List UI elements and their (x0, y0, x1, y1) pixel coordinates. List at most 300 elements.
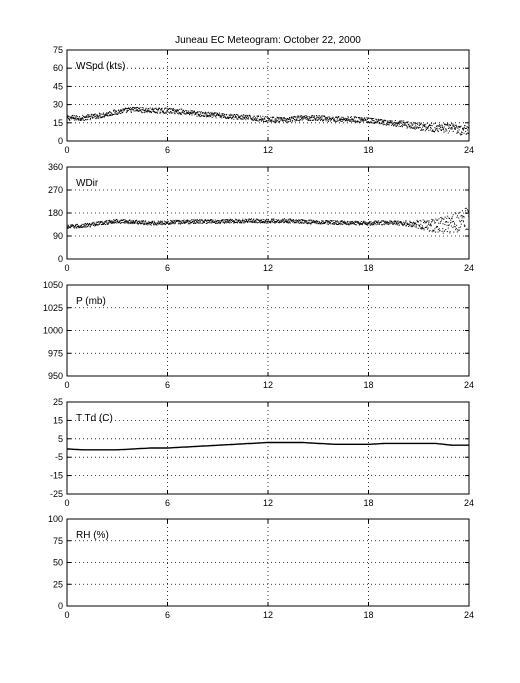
data-point (436, 220, 437, 221)
data-point (182, 223, 183, 224)
data-point (115, 220, 116, 221)
data-point (238, 115, 239, 116)
data-point (192, 113, 193, 114)
data-point (282, 119, 283, 120)
data-point (119, 221, 120, 222)
data-point (208, 112, 209, 113)
data-point (67, 115, 68, 116)
data-point (376, 224, 377, 225)
data-point (158, 221, 159, 222)
data-point (108, 222, 109, 223)
data-point (297, 120, 298, 121)
data-point (396, 126, 397, 127)
data-point (159, 108, 160, 109)
data-point (116, 111, 117, 112)
data-point (290, 223, 291, 224)
data-point (435, 123, 436, 124)
data-point (460, 216, 461, 217)
data-point (327, 118, 328, 119)
data-point (258, 120, 259, 121)
data-point (381, 222, 382, 223)
data-point (200, 223, 201, 224)
data-point (348, 223, 349, 224)
data-point (144, 112, 145, 113)
data-point (252, 119, 253, 120)
data-point (135, 222, 136, 223)
data-point (455, 229, 456, 230)
data-point (452, 216, 453, 217)
data-point (95, 113, 96, 114)
data-point (377, 221, 378, 222)
data-point (179, 221, 180, 222)
data-point (365, 222, 366, 223)
data-point (382, 224, 383, 225)
y-tick-label: -25 (49, 489, 63, 499)
data-point (141, 223, 142, 224)
data-point (444, 127, 445, 128)
data-point (326, 220, 327, 221)
data-point (437, 220, 438, 221)
data-point (468, 133, 469, 134)
data-point (357, 223, 358, 224)
data-point (292, 120, 293, 121)
data-point (447, 231, 448, 232)
panel-2 (43, 280, 474, 390)
data-point (305, 220, 306, 221)
data-point (443, 223, 444, 224)
data-point (173, 110, 174, 111)
data-point (467, 229, 468, 230)
data-point (382, 120, 383, 121)
data-point (157, 112, 158, 113)
data-point (200, 112, 201, 113)
data-point (326, 119, 327, 120)
data-point (80, 227, 81, 228)
data-point (397, 224, 398, 225)
data-point (183, 220, 184, 221)
data-point (153, 111, 154, 112)
data-point (340, 223, 341, 224)
data-point (271, 221, 272, 222)
data-point (321, 116, 322, 117)
data-point (317, 222, 318, 223)
data-point (393, 223, 394, 224)
data-point (120, 220, 121, 221)
data-point (170, 108, 171, 109)
data-point (194, 223, 195, 224)
data-point (251, 218, 252, 219)
data-point (169, 113, 170, 114)
data-point (187, 221, 188, 222)
data-point (93, 225, 94, 226)
data-point (227, 221, 228, 222)
data-point (325, 222, 326, 223)
data-point (313, 120, 314, 121)
data-point (270, 120, 271, 121)
data-point (91, 114, 92, 115)
data-point (381, 119, 382, 120)
data-point (291, 117, 292, 118)
data-point (111, 222, 112, 223)
data-point (222, 115, 223, 116)
data-point (426, 129, 427, 130)
data-point (335, 121, 336, 122)
data-point (131, 221, 132, 222)
data-point (258, 116, 259, 117)
data-point (98, 116, 99, 117)
data-point (114, 114, 115, 115)
data-point (128, 221, 129, 222)
data-point (456, 125, 457, 126)
data-point (148, 108, 149, 109)
data-point (308, 119, 309, 120)
data-point (165, 108, 166, 109)
data-point (401, 125, 402, 126)
data-point (415, 123, 416, 124)
data-point (227, 220, 228, 221)
data-point (247, 222, 248, 223)
data-point (69, 119, 70, 120)
data-point (432, 129, 433, 130)
data-point (459, 129, 460, 130)
data-point (200, 221, 201, 222)
data-point (102, 221, 103, 222)
data-point (449, 218, 450, 219)
data-point (411, 222, 412, 223)
data-point (380, 123, 381, 124)
y-tick-label: 45 (52, 81, 63, 92)
data-point (276, 222, 277, 223)
data-point (379, 123, 380, 124)
data-point (373, 222, 374, 223)
data-point (159, 113, 160, 114)
data-point (450, 231, 451, 232)
y-tick-label: 1000 (42, 325, 63, 336)
data-point (410, 122, 411, 123)
data-point (391, 223, 392, 224)
data-point (306, 117, 307, 118)
data-point (235, 116, 236, 117)
data-point (302, 222, 303, 223)
data-point (219, 115, 220, 116)
data-point (306, 222, 307, 223)
data-point (303, 116, 304, 117)
data-point (300, 117, 301, 118)
data-point (194, 111, 195, 112)
data-point (250, 221, 251, 222)
data-point (445, 217, 446, 218)
data-point (367, 119, 368, 120)
data-point (468, 127, 469, 128)
data-point (206, 112, 207, 113)
panel-label: RH (%) (76, 530, 109, 541)
data-point (286, 219, 287, 220)
data-point (221, 115, 222, 116)
data-point (299, 223, 300, 224)
data-point (447, 225, 448, 226)
data-point (258, 222, 259, 223)
data-point (419, 225, 420, 226)
data-point (409, 126, 410, 127)
data-point (382, 122, 383, 123)
data-point (166, 113, 167, 114)
data-point (440, 223, 441, 224)
data-point (352, 121, 353, 122)
data-point (103, 113, 104, 114)
data-point (350, 117, 351, 118)
data-point (170, 111, 171, 112)
data-point (274, 220, 275, 221)
data-point (224, 220, 225, 221)
data-point (108, 220, 109, 221)
data-point (392, 121, 393, 122)
data-point (453, 221, 454, 222)
data-point (115, 221, 116, 222)
data-point (462, 132, 463, 133)
data-point (444, 224, 445, 225)
data-point (336, 224, 337, 225)
data-point (160, 112, 161, 113)
data-point (84, 120, 85, 121)
data-point (443, 129, 444, 130)
data-point (266, 120, 267, 121)
data-point (361, 121, 362, 122)
data-point (298, 116, 299, 117)
data-point (176, 110, 177, 111)
data-point (225, 220, 226, 221)
data-point (414, 127, 415, 128)
data-point (206, 223, 207, 224)
data-point (442, 228, 443, 229)
data-point (120, 223, 121, 224)
x-tick-label: 18 (363, 145, 374, 155)
data-point (122, 222, 123, 223)
data-point (113, 219, 114, 220)
x-tick-label: 24 (463, 380, 475, 390)
data-point (412, 125, 413, 126)
data-point (75, 224, 76, 225)
panel-label: P (mb) (76, 296, 106, 307)
data-point (440, 221, 441, 222)
data-point (338, 221, 339, 222)
data-point (317, 221, 318, 222)
data-point (252, 222, 253, 223)
data-point (447, 216, 448, 217)
data-point (223, 115, 224, 116)
data-point (398, 223, 399, 224)
data-point (309, 118, 310, 119)
data-point (276, 219, 277, 220)
data-point (366, 120, 367, 121)
data-point (199, 115, 200, 116)
data-point (93, 222, 94, 223)
data-point (262, 116, 263, 117)
data-point (302, 117, 303, 118)
data-point (73, 227, 74, 228)
data-point (273, 117, 274, 118)
data-point (147, 109, 148, 110)
data-point (151, 225, 152, 226)
data-point (351, 121, 352, 122)
data-point (236, 117, 237, 118)
data-point (359, 117, 360, 118)
data-point (194, 114, 195, 115)
data-point (387, 224, 388, 225)
data-point (218, 222, 219, 223)
data-point (301, 118, 302, 119)
data-point (316, 119, 317, 120)
data-point (371, 223, 372, 224)
data-point (231, 115, 232, 116)
data-point (309, 117, 310, 118)
data-point (96, 117, 97, 118)
data-point (435, 222, 436, 223)
data-point (341, 121, 342, 122)
data-point (75, 118, 76, 119)
data-point (77, 116, 78, 117)
data-point (378, 119, 379, 120)
data-point (463, 130, 464, 131)
data-point (203, 112, 204, 113)
data-point (366, 224, 367, 225)
x-tick-label: 12 (262, 498, 274, 508)
data-point (386, 223, 387, 224)
data-point (131, 111, 132, 112)
data-point (331, 119, 332, 120)
data-point (174, 112, 175, 113)
data-point (369, 122, 370, 123)
data-point (180, 114, 181, 115)
data-point (270, 117, 271, 118)
data-point (352, 119, 353, 120)
x-tick-label: 12 (262, 263, 274, 273)
data-point (170, 222, 171, 223)
data-point (309, 220, 310, 221)
data-point (335, 223, 336, 224)
data-point (264, 118, 265, 119)
data-point (119, 222, 120, 223)
data-point (439, 228, 440, 229)
data-point (283, 221, 284, 222)
data-point (155, 108, 156, 109)
data-point (99, 113, 100, 114)
data-point (188, 223, 189, 224)
data-point (211, 114, 212, 115)
data-point (265, 116, 266, 117)
data-point (99, 114, 100, 115)
data-point (191, 112, 192, 113)
data-point (441, 220, 442, 221)
data-point (401, 120, 402, 121)
data-point (455, 226, 456, 227)
data-point (111, 113, 112, 114)
data-point (301, 223, 302, 224)
data-point (459, 230, 460, 231)
data-point (156, 108, 157, 109)
panel-label: WDir (76, 178, 99, 189)
data-point (139, 108, 140, 109)
data-point (267, 222, 268, 223)
data-point (201, 116, 202, 117)
data-point (382, 121, 383, 122)
data-point (453, 125, 454, 126)
data-point (304, 222, 305, 223)
data-point (285, 219, 286, 220)
data-point (255, 222, 256, 223)
data-point (431, 225, 432, 226)
data-point (106, 112, 107, 113)
panel-1 (48, 162, 474, 273)
x-tick-label: 0 (64, 498, 70, 508)
data-point (123, 219, 124, 220)
data-point (451, 222, 452, 223)
data-point (355, 120, 356, 121)
data-point (338, 116, 339, 117)
data-point (211, 113, 212, 114)
data-point (307, 223, 308, 224)
data-point (245, 115, 246, 116)
data-point (373, 224, 374, 225)
data-point (339, 120, 340, 121)
data-point (436, 128, 437, 129)
data-point (421, 221, 422, 222)
data-point (192, 219, 193, 220)
data-point (96, 115, 97, 116)
data-point (199, 114, 200, 115)
data-point (236, 219, 237, 220)
data-point (313, 222, 314, 223)
data-point (456, 127, 457, 128)
data-point (406, 225, 407, 226)
data-point (96, 225, 97, 226)
data-point (213, 220, 214, 221)
data-point (221, 116, 222, 117)
data-point (137, 223, 138, 224)
y-tick-label: 75 (52, 535, 63, 546)
data-point (428, 222, 429, 223)
data-point (248, 117, 249, 118)
data-point (298, 222, 299, 223)
data-point (224, 116, 225, 117)
data-point (334, 118, 335, 119)
data-point (402, 121, 403, 122)
data-point (90, 224, 91, 225)
data-point (96, 223, 97, 224)
y-tick-label: 0 (57, 601, 63, 611)
data-point (343, 117, 344, 118)
data-point (374, 223, 375, 224)
data-point (427, 229, 428, 230)
data-point (438, 218, 439, 219)
data-point (192, 115, 193, 116)
data-point (388, 224, 389, 225)
data-point (437, 226, 438, 227)
data-point (142, 223, 143, 224)
data-point (419, 123, 420, 124)
data-point (293, 219, 294, 220)
data-point (324, 116, 325, 117)
data-point (466, 213, 467, 214)
x-tick-label: 0 (64, 263, 70, 273)
data-point (442, 231, 443, 232)
data-point (276, 118, 277, 119)
data-point (288, 219, 289, 220)
data-point (138, 110, 139, 111)
data-point (171, 223, 172, 224)
data-point (223, 221, 224, 222)
data-point (281, 117, 282, 118)
data-point (254, 116, 255, 117)
